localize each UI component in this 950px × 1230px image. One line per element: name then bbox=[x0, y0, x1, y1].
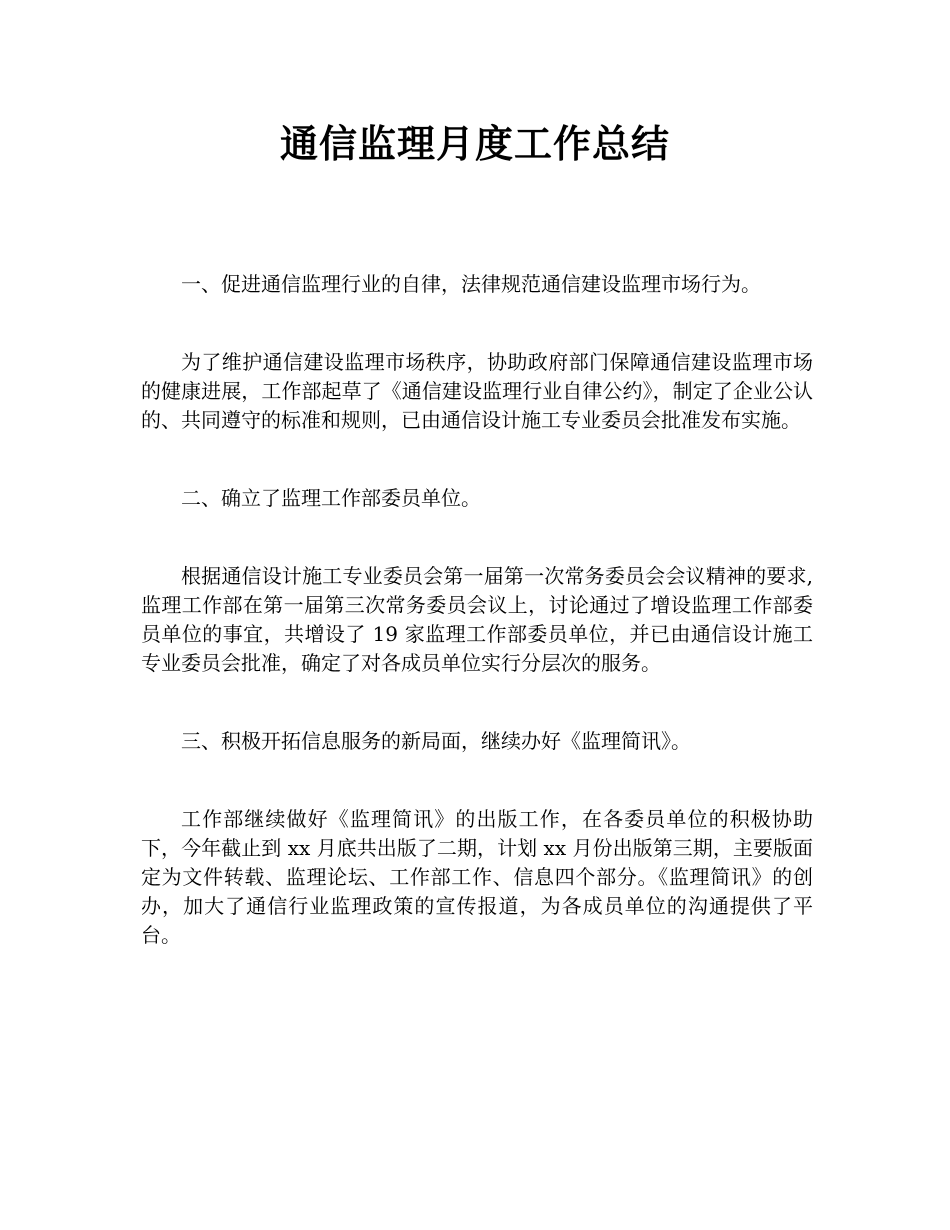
section-heading-2: 二、确立了监理工作部委员单位。 bbox=[181, 486, 481, 510]
section-paragraph-1: 为了维护通信建设监理市场秩序，协助政府部门保障通信建设监理市场的健康进展，工作部起草了《通信建设监理行业自律公约》，制定了企业公认的、共同遵守的标准和规则，已由通信设计施工专业委员会批准发布实施。 bbox=[141, 350, 813, 432]
section-paragraph-2: 根据通信设计施工专业委员会第一届第一次常务委员会会议精神的要求,监理工作部在第一届第三次常务委员会议上，讨论通过了增设监理工作部委员单位的事宜，共增设了 19 家监理工作部委员单位，并已由通信设计施工专业委员会批准，确定了对各成员单位实行分层次的服务。 bbox=[141, 564, 813, 675]
section-heading-1: 一、促进通信监理行业的自律，法律规范通信建设监理市场行为。 bbox=[181, 272, 761, 296]
section-heading-3: 三、积极开拓信息服务的新局面，继续办好《监理简讯》。 bbox=[181, 729, 691, 753]
section-paragraph-3: 工作部继续做好《监理简讯》的出版工作，在各委员单位的积极协助下，今年截止到 xx 月底共出版了二期，计划 xx 月份出版第三期，主要版面定为文件转载、监理论坛、工作部工作、信息四个部分。《监理简讯》的创办，加大了通信行业监理政策的宣传报道，为各成员单位的沟通提供了平台。 bbox=[141, 807, 813, 947]
document-body bbox=[141, 270, 813, 999]
document-title: 通信监理月度工作总结 bbox=[279, 121, 670, 166]
